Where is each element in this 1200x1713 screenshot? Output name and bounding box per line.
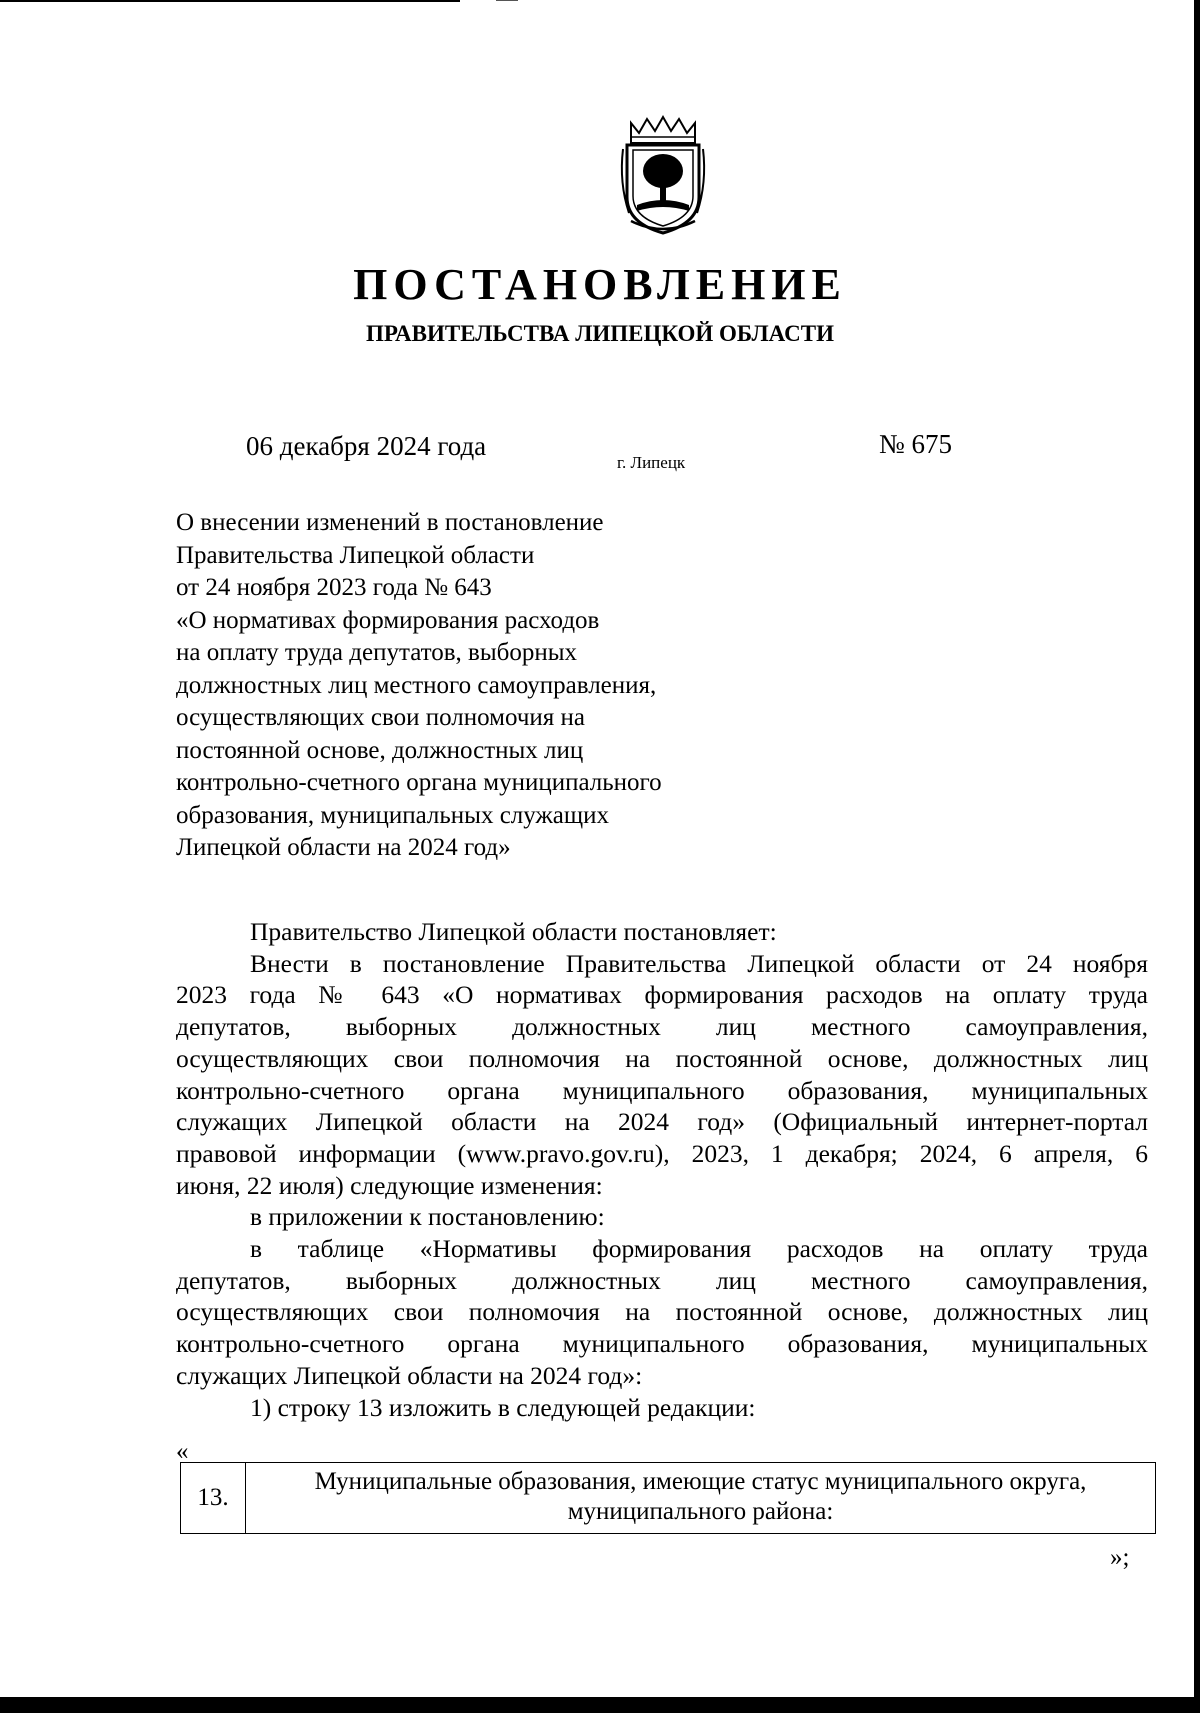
subject-line: осуществляющих свои полномочия на — [176, 704, 586, 731]
paragraph-line: осуществляющих свои полномочия на постоянной основе, должностных лиц — [176, 1297, 1148, 1327]
document-subtitle: ПРАВИТЕЛЬСТВА ЛИПЕЦКОЙ ОБЛАСТИ — [366, 321, 834, 346]
paragraph-line: Внести в постановление Правительства Липецкой области от 24 ноября — [250, 948, 1148, 978]
paragraph-intro: Правительство Липецкой области постановляет: — [250, 917, 777, 946]
subject-line: на оплату труда депутатов, выборных — [176, 639, 578, 666]
paragraph-line: в таблице «Нормативы формирования расходов на оплату труда — [250, 1234, 1148, 1264]
table-cell-number: 13. — [181, 1463, 246, 1533]
subject-line: О внесении изменений в постановление — [176, 509, 604, 536]
lipetsk-coat-of-arms-icon — [617, 113, 709, 237]
paragraph-line: контрольно-счетного органа муниципального образования, муниципальных — [176, 1075, 1148, 1105]
subject-line: Правительства Липецкой области — [176, 541, 535, 569]
subject-line: постоянной основе, должностных лиц — [176, 736, 584, 764]
paragraph-appendix: в приложении к постановлению: — [250, 1202, 605, 1232]
subject-line: должностных лиц местного самоуправления, — [176, 671, 657, 699]
amendment-table-row — [180, 1462, 1156, 1534]
document-city: г. Липецк — [617, 453, 686, 472]
scan-edge-top — [0, 0, 460, 2]
paragraph-line: осуществляющих свои полномочия на постоянной основе, должностных лиц — [176, 1043, 1148, 1073]
paragraph-item-1: 1) строку 13 изложить в следующей редакции: — [250, 1392, 756, 1422]
document-date: 06 декабря 2024 года — [246, 431, 487, 461]
quote-close: »; — [1110, 1544, 1130, 1571]
subject-line: от 24 ноября 2023 года № 643 — [176, 574, 492, 601]
subject-line: «О нормативах формирования расходов — [176, 606, 600, 634]
paragraph-line: депутатов, выборных должностных лиц местного самоуправления, — [176, 1265, 1148, 1295]
document-title: ПОСТАНОВЛЕНИЕ — [353, 260, 847, 309]
paragraph-line: июня, 22 июля) следующие изменения: — [176, 1170, 603, 1200]
scan-edge-bottom — [0, 1697, 1200, 1713]
paragraph-main — [176, 948, 1148, 1202]
subject-line: образования, муниципальных служащих — [176, 801, 609, 829]
subject-line: Липецкой области на 2024 год» — [176, 834, 511, 861]
document-subject — [176, 507, 796, 865]
paragraph-line: служащих Липецкой области на 2024 год»: — [176, 1360, 643, 1390]
table-cell-text — [246, 1463, 1155, 1533]
subject-line: контрольно-счетного органа муниципального — [176, 769, 662, 796]
table-cell-line: Муниципальные образования, имеющие статус муниципального округа, — [314, 1468, 1087, 1495]
paragraph-line: депутатов, выборных должностных лиц местного самоуправления, — [176, 1012, 1148, 1042]
paragraph-line: правовой информации (www.pravo.gov.ru), 2023, 1 декабря; 2024, 6 апреля, 6 — [176, 1138, 1148, 1168]
paragraph-line: служащих Липецкой области на 2024 год» (Официальный интернет-портал — [176, 1107, 1148, 1137]
document-body — [176, 916, 1148, 1423]
table-cell-line: муниципального района: — [567, 1498, 834, 1525]
paragraph-line: контрольно-счетного органа муниципального образования, муниципальных — [176, 1329, 1148, 1359]
paragraph-line: 2023 года № 643 «О нормативах формирования расходов на оплату труда — [176, 980, 1148, 1010]
document-number: № 675 — [879, 429, 953, 459]
scan-edge-top-mark — [496, 0, 518, 1]
paragraph-table-ref — [176, 1233, 1148, 1392]
quote-open: « — [176, 1438, 189, 1465]
